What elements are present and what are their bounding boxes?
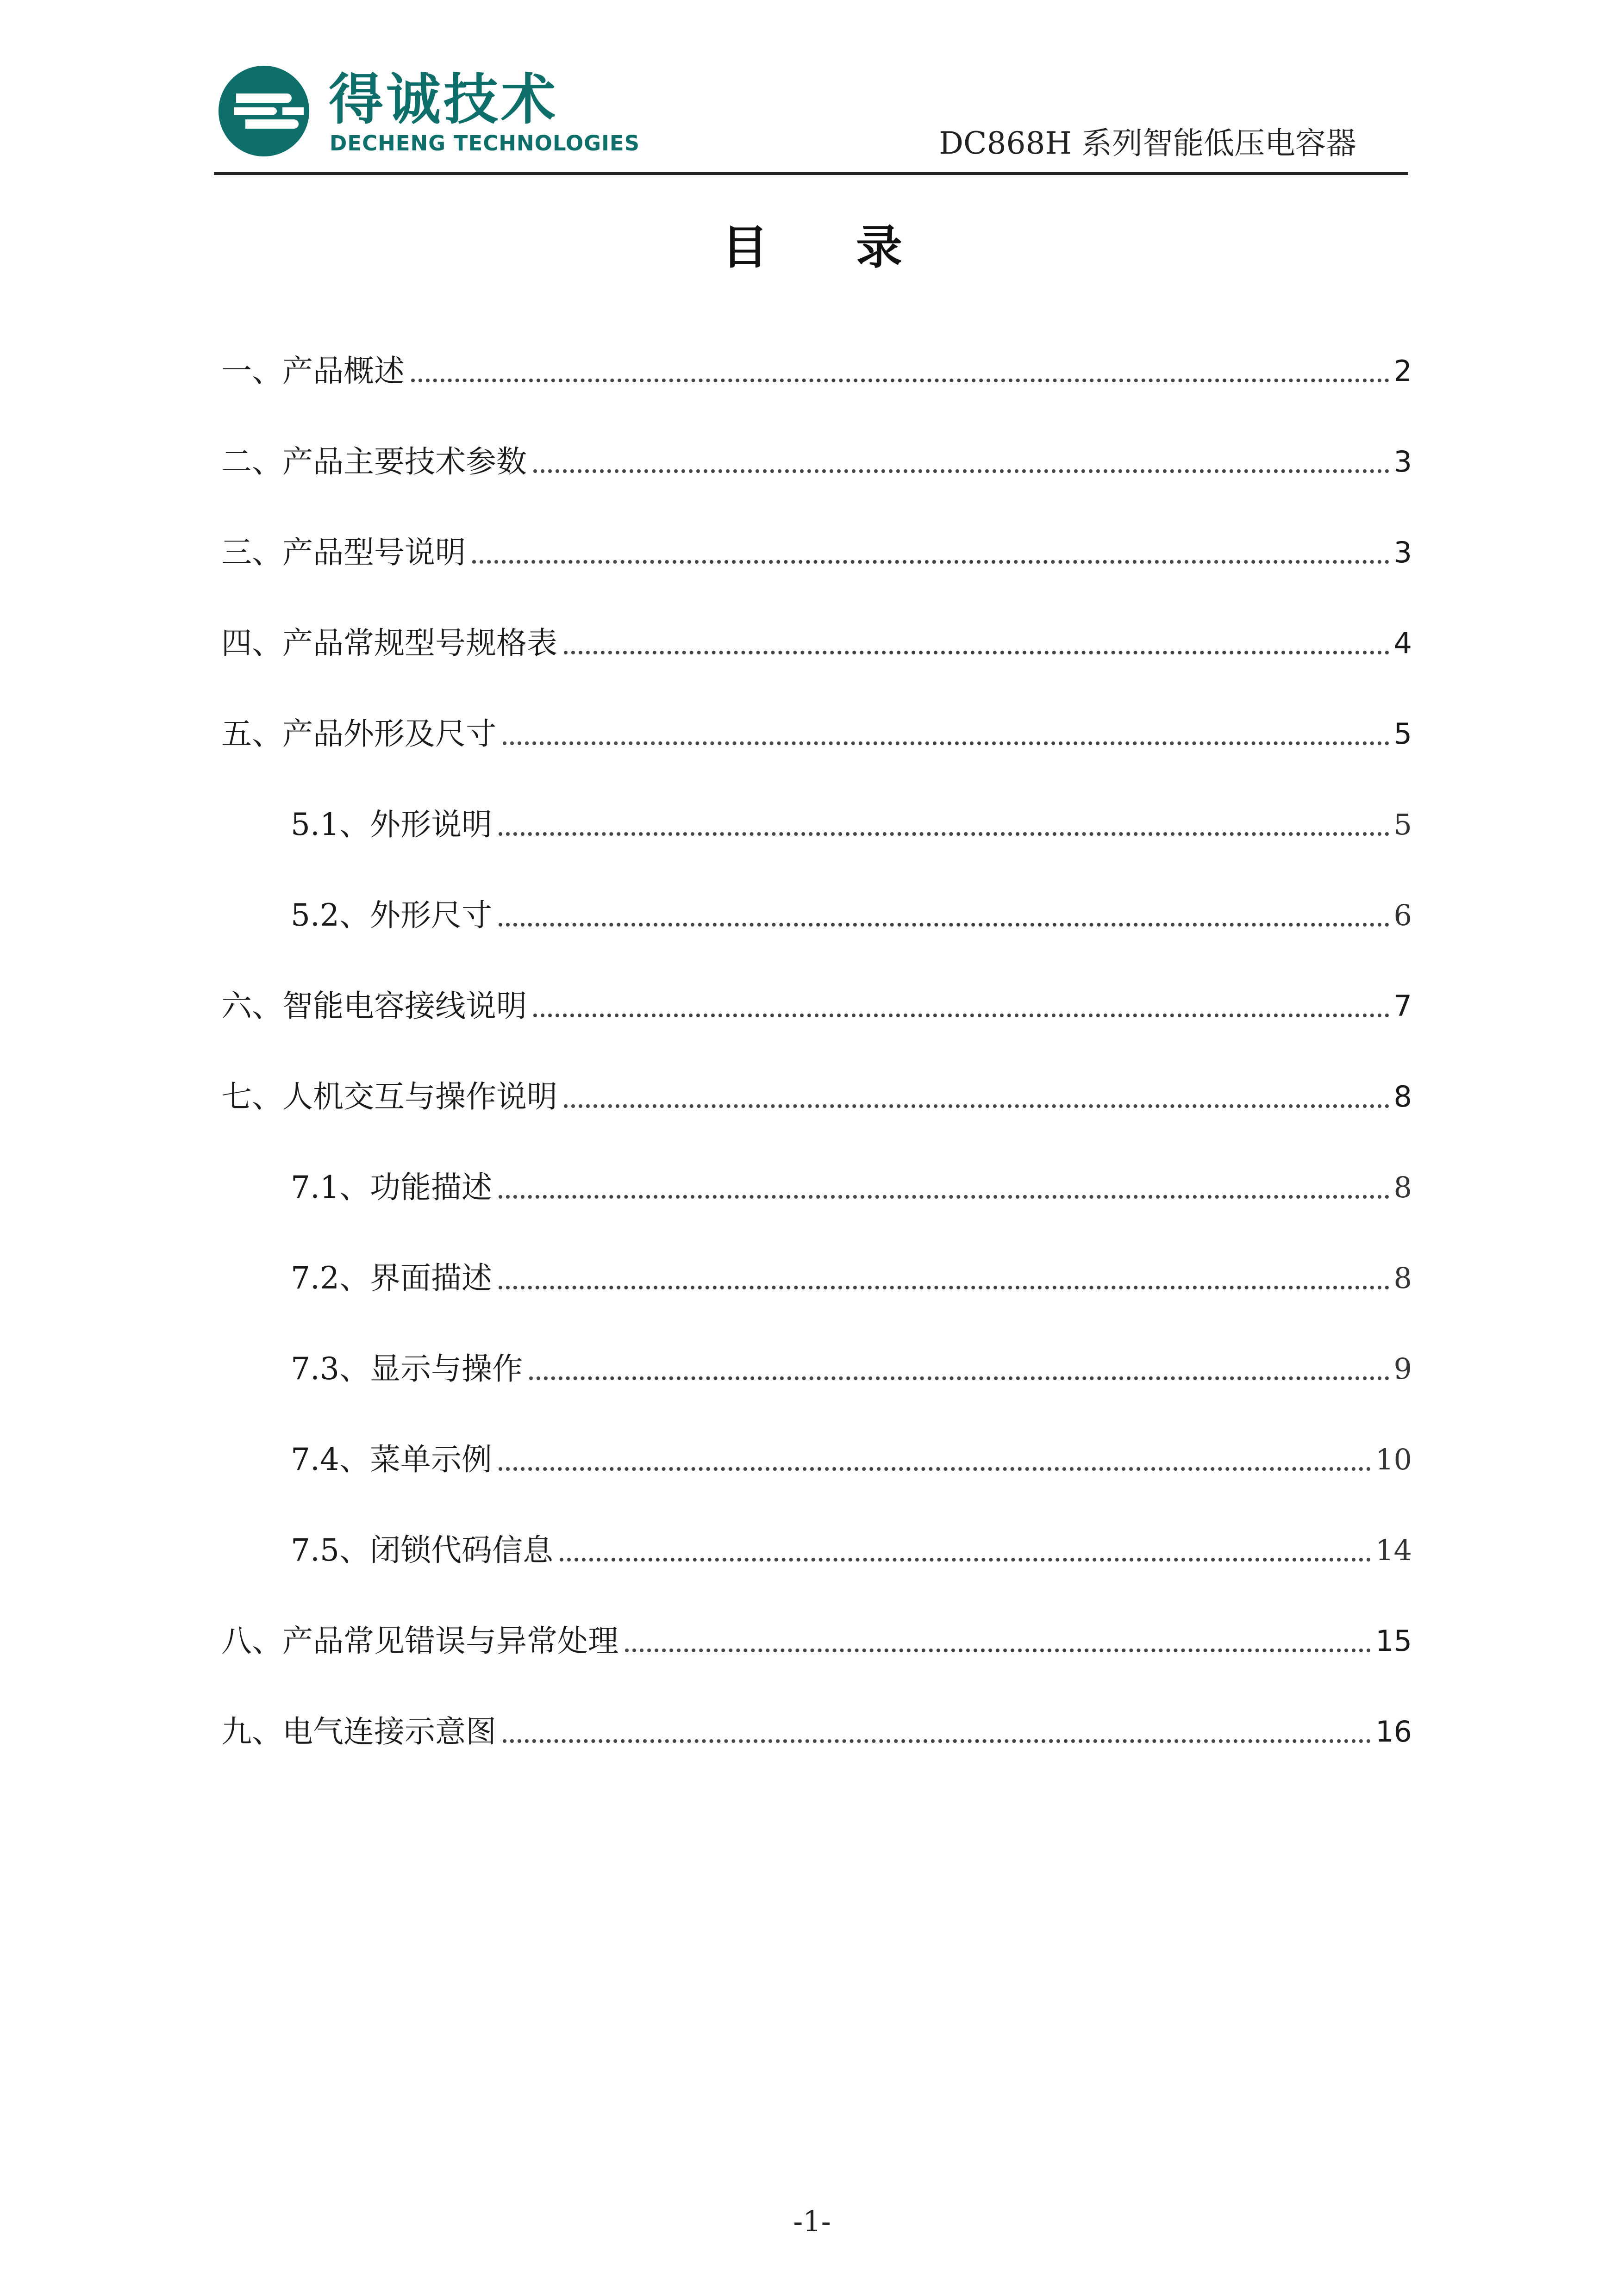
toc-entry-page: 4 [1393,626,1412,660]
toc-entry-title: 五、产品外形及尺寸 [221,716,496,752]
toc-entry-8[interactable] [221,1618,1412,1664]
toc-entry-7-4[interactable] [291,1437,1412,1483]
toc-leader-dots [499,1186,1389,1199]
toc-leader-dots [560,1549,1371,1562]
toc-entry-page: 10 [1375,1443,1412,1476]
toc-entry-5-2[interactable] [291,892,1412,939]
toc-entry-page: 5 [1393,808,1412,841]
toc-leader-dots [533,1004,1389,1017]
toc-entry-title: 三、产品型号说明 [221,535,466,570]
document-title: DC868H 系列智能低压电容器 [939,125,1356,161]
toc-leader-dots [503,1730,1371,1743]
toc-entry-5[interactable] [221,711,1412,757]
toc-entry-3[interactable] [221,529,1412,576]
toc-leader-dots [564,641,1389,654]
toc-entry-7-5[interactable] [291,1527,1412,1574]
toc-leader-dots [499,1276,1389,1289]
toc-entry-1[interactable] [221,348,1412,394]
toc-entry-page: 16 [1375,1715,1412,1748]
toc-entry-page: 14 [1375,1533,1412,1567]
toc-entry-title: 七、人机交互与操作说明 [221,1079,557,1114]
toc-leader-dots [472,551,1389,564]
toc-leader-dots [533,460,1389,473]
toc-entry-page: 15 [1375,1624,1412,1658]
toc-entry-6[interactable] [221,983,1412,1029]
page-number: -1- [793,2204,831,2238]
toc-leader-dots [529,1367,1389,1380]
toc-leader-dots [503,732,1389,745]
toc-leader-dots [625,1639,1371,1652]
company-logo [218,65,640,162]
toc-entry-7[interactable] [221,1074,1412,1120]
toc-entry-page: 9 [1393,1352,1412,1386]
toc-entry-page: 2 [1393,354,1412,388]
toc-entry-title: 7.1、功能描述 [291,1170,492,1205]
decheng-logo-icon [218,65,310,157]
toc-leader-dots [499,1458,1371,1471]
toc-entry-page: 5 [1393,717,1412,751]
toc-leader-dots [564,1095,1389,1108]
toc-entry-title: 二、产品主要技术参数 [221,444,527,479]
toc-entry-9[interactable] [221,1709,1412,1755]
toc-leader-dots [499,823,1389,836]
toc-entry-title: 四、产品常规型号规格表 [221,625,557,661]
toc-entry-7-2[interactable] [291,1255,1412,1301]
toc-entry-page: 6 [1393,898,1412,932]
toc-entry-page: 8 [1393,1170,1412,1204]
toc-heading: 目录 [722,220,990,274]
toc-entry-page: 7 [1393,989,1412,1023]
toc-entry-page: 8 [1393,1261,1412,1295]
toc-entry-2[interactable] [221,439,1412,485]
header-divider [214,172,1408,175]
toc-entry-page: 3 [1393,445,1412,479]
toc-entry-page: 8 [1393,1080,1412,1114]
logo-chinese-name: 得诚技术 [329,68,559,131]
toc-entry-title: 九、电气连接示意图 [221,1714,496,1749]
toc-entry-7-1[interactable] [291,1164,1412,1211]
toc-leader-dots [499,914,1389,927]
toc-entry-5-1[interactable] [291,802,1412,848]
logo-english-name: DECHENG TECHNOLOGIES [330,131,640,156]
toc-entry-title: 六、智能电容接线说明 [221,988,527,1024]
toc-entry-title: 7.2、界面描述 [291,1260,492,1296]
toc-entry-title: 5.1、外形说明 [291,807,492,842]
toc-entry-title: 7.3、显示与操作 [291,1351,523,1387]
toc-entry-7-3[interactable] [291,1346,1412,1392]
toc-leader-dots [411,369,1389,382]
toc-entry-title: 5.2、外形尺寸 [291,897,492,933]
toc-entry-4[interactable] [221,620,1412,666]
toc-entry-title: 一、产品概述 [221,353,405,389]
toc-entry-page: 3 [1393,535,1412,569]
toc-entry-title: 7.4、菜单示例 [291,1442,492,1477]
toc-entry-title: 7.5、闭锁代码信息 [291,1532,553,1568]
toc-entry-title: 八、产品常见错误与异常处理 [221,1623,618,1659]
